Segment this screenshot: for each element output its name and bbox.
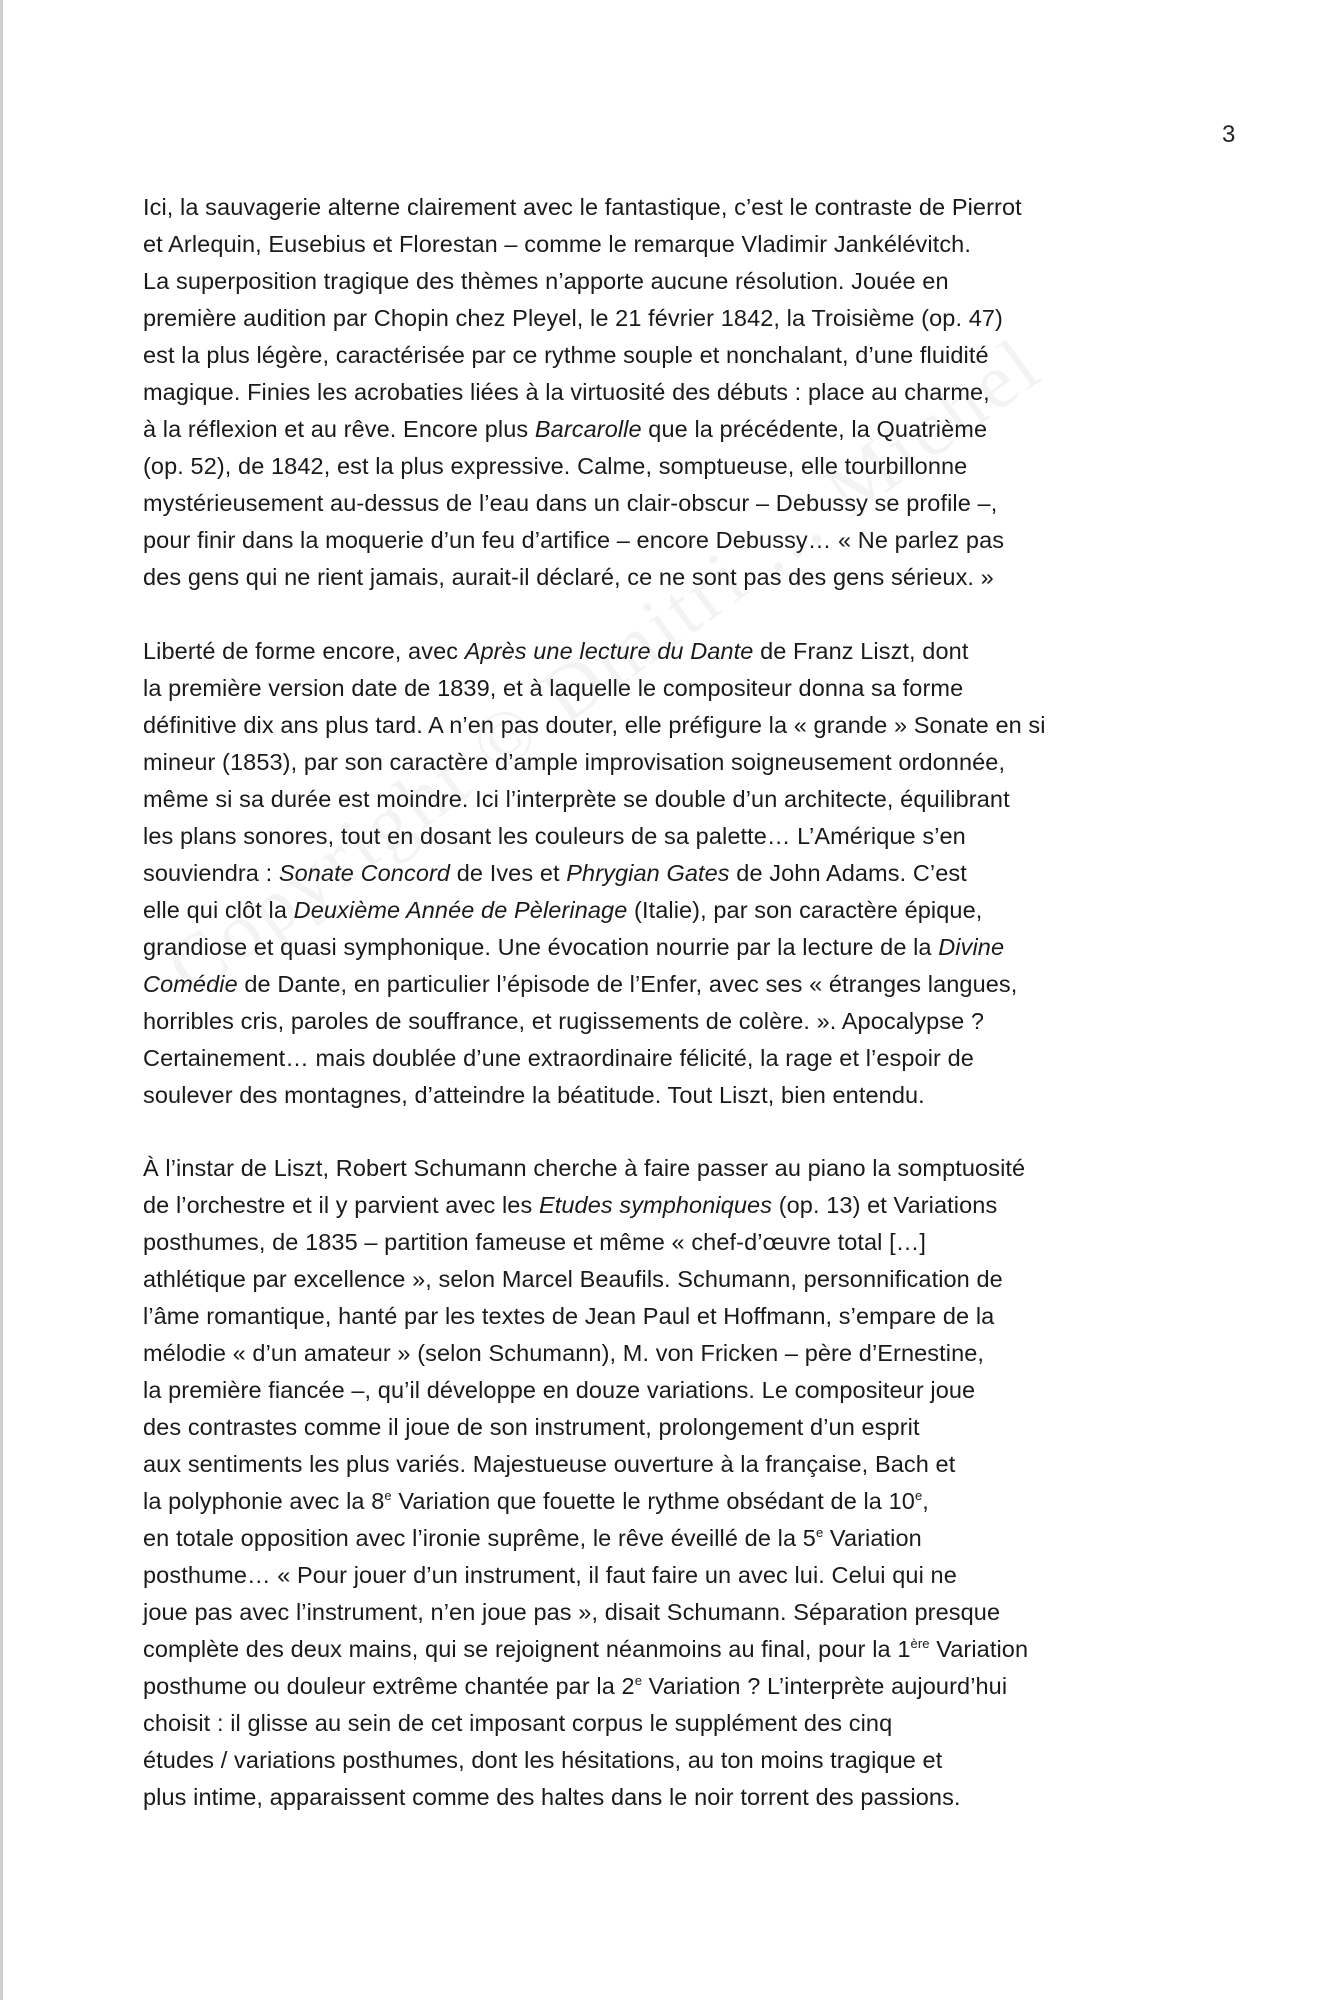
paragraph-liszt-dante bbox=[143, 633, 1203, 1114]
italic-title: Barcarolle bbox=[534, 416, 642, 442]
text-line: de Dante, en particulier l’épisode de l’Enfer, avec ses « étranges langues, bbox=[237, 971, 1018, 997]
text-line: première audition par Chopin chez Pleyel, le 21 février 1842, la Troisième (op. 47) bbox=[143, 305, 1003, 331]
text-line: des contrastes comme il joue de son instrument, prolongement d’un esprit bbox=[143, 1414, 920, 1440]
text-line: posthumes, de 1835 – partition fameuse et même « chef-d’œuvre total […] bbox=[143, 1229, 926, 1255]
superscript: ère bbox=[910, 1636, 930, 1651]
text-line: (Italie), par son caractère épique, bbox=[627, 897, 983, 923]
text-line: de l’orchestre et il y parvient avec les bbox=[143, 1192, 539, 1218]
text-line: la première version date de 1839, et à laquelle le compositeur donna sa forme bbox=[143, 675, 964, 701]
text-line: mineur (1853), par son caractère d’ample improvisation soigneusement ordonnée, bbox=[143, 749, 1006, 775]
text-line: de Ives et bbox=[450, 860, 567, 886]
text-line: est la plus légère, caractérisée par ce rythme souple et nonchalant, d’une fluidité bbox=[143, 342, 989, 368]
text-line: (op. 13) et Variations bbox=[772, 1192, 998, 1218]
superscript: e bbox=[634, 1673, 643, 1688]
italic-title: Deuxième Année de Pèlerinage bbox=[293, 897, 628, 923]
text-line: même si sa durée est moindre. Ici l’interprète se double d’un architecte, équilibrant bbox=[143, 786, 1010, 812]
text-line: l’âme romantique, hanté par les textes de Jean Paul et Hoffmann, s’empare de la bbox=[143, 1303, 995, 1329]
text-line: Variation bbox=[929, 1636, 1029, 1662]
italic-title: Divine bbox=[938, 934, 1005, 960]
text-line: complète des deux mains, qui se rejoignent néanmoins au final, pour la 1 bbox=[143, 1636, 911, 1662]
text-line: des gens qui ne rient jamais, aurait-il déclaré, ce ne sont pas des gens sérieux. » bbox=[143, 564, 994, 590]
text-line: soulever des montagnes, d’atteindre la béatitude. Tout Liszt, bien entendu. bbox=[143, 1082, 925, 1108]
text-line: posthume ou douleur extrême chantée par la 2 bbox=[143, 1673, 635, 1699]
text-line: , bbox=[922, 1488, 929, 1514]
italic-title: Comédie bbox=[143, 971, 238, 997]
italic-title: Après une lecture du Dante bbox=[464, 638, 754, 664]
page-edge-rule bbox=[0, 0, 3, 2000]
text-line: À l’instar de Liszt, Robert Schumann cherche à faire passer au piano la somptuosité bbox=[143, 1155, 1026, 1181]
text-line: mélodie « d’un amateur » (selon Schumann), M. von Fricken – père d’Ernestine, bbox=[143, 1340, 985, 1366]
text-line: à la réflexion et au rêve. Encore plus bbox=[143, 416, 535, 442]
text-line: horribles cris, paroles de souffrance, et rugissements de colère. ». Apocalypse ? bbox=[143, 1008, 985, 1034]
text-line: les plans sonores, tout en dosant les couleurs de sa palette… L’Amérique s’en bbox=[143, 823, 966, 849]
text-line: La superposition tragique des thèmes n’apporte aucune résolution. Jouée en bbox=[143, 268, 949, 294]
text-line: posthume… « Pour jouer d’un instrument, il faut faire un avec lui. Celui qui ne bbox=[143, 1562, 957, 1588]
paragraph-chopin-ballades bbox=[143, 189, 1203, 596]
text-line: Variation bbox=[823, 1525, 922, 1551]
text-line: plus intime, apparaissent comme des haltes dans le noir torrent des passions. bbox=[143, 1784, 961, 1810]
text-line: magique. Finies les acrobaties liées à la virtuosité des débuts : place au charme, bbox=[143, 379, 990, 405]
paragraph-schumann-etudes bbox=[143, 1150, 1203, 1816]
text-line: choisit : il glisse au sein de cet imposant corpus le supplément des cinq bbox=[143, 1710, 893, 1736]
text-line: que la précédente, la Quatrième bbox=[641, 416, 988, 442]
text-line: la polyphonie avec la 8 bbox=[143, 1488, 385, 1514]
text-line: Variation que fouette le rythme obsédant de la 10 bbox=[391, 1488, 915, 1514]
text-line: pour finir dans la moquerie d’un feu d’artifice – encore Debussy… « Ne parlez pas bbox=[143, 527, 1005, 553]
text-line: Ici, la sauvagerie alterne clairement avec le fantastique, c’est le contraste de Pierrot bbox=[143, 194, 1022, 220]
text-line: mystérieusement au-dessus de l’eau dans un clair-obscur – Debussy se profile –, bbox=[143, 490, 998, 516]
text-line: études / variations posthumes, dont les hésitations, au ton moins tragique et bbox=[143, 1747, 943, 1773]
text-line: grandiose et quasi symphonique. Une évocation nourrie par la lecture de la bbox=[143, 934, 939, 960]
text-line: souviendra : bbox=[143, 860, 279, 886]
page-number: 3 bbox=[1222, 121, 1236, 148]
text-line: de John Adams. C’est bbox=[729, 860, 967, 886]
superscript: e bbox=[914, 1488, 923, 1503]
italic-title: Phrygian Gates bbox=[566, 860, 730, 886]
text-line: (op. 52), de 1842, est la plus expressive. Calme, somptueuse, elle tourbillonne bbox=[143, 453, 968, 479]
italic-title: Etudes symphoniques bbox=[538, 1192, 773, 1218]
text-line: athlétique par excellence », selon Marcel Beaufils. Schumann, personnification de bbox=[143, 1266, 1003, 1292]
italic-title: Sonate Concord bbox=[278, 860, 451, 886]
text-line: définitive dix ans plus tard. A n’en pas douter, elle préfigure la « grande » Sonate en si bbox=[143, 712, 1046, 738]
text-line: de Franz Liszt, dont bbox=[753, 638, 969, 664]
text-line: Liberté de forme encore, avec bbox=[143, 638, 465, 664]
text-line: Variation ? L’interprète aujourd’hui bbox=[642, 1673, 1008, 1699]
text-line: joue pas avec l’instrument, n’en joue pas », disait Schumann. Séparation presque bbox=[143, 1599, 1001, 1625]
text-line: Certainement… mais doublée d’une extraordinaire félicité, la rage et l’espoir de bbox=[143, 1045, 974, 1071]
text-line: et Arlequin, Eusebius et Florestan – comme le remarque Vladimir Jankélévitch. bbox=[143, 231, 971, 257]
text-line: en totale opposition avec l’ironie suprême, le rêve éveillé de la 5 bbox=[143, 1525, 816, 1551]
text-line: aux sentiments les plus variés. Majestueuse ouverture à la française, Bach et bbox=[143, 1451, 956, 1477]
superscript: e bbox=[384, 1488, 392, 1503]
text-line: la première fiancée –, qu’il développe en douze variations. Le compositeur joue bbox=[143, 1377, 976, 1403]
text-line: elle qui clôt la bbox=[143, 897, 294, 923]
superscript: e bbox=[815, 1525, 824, 1540]
